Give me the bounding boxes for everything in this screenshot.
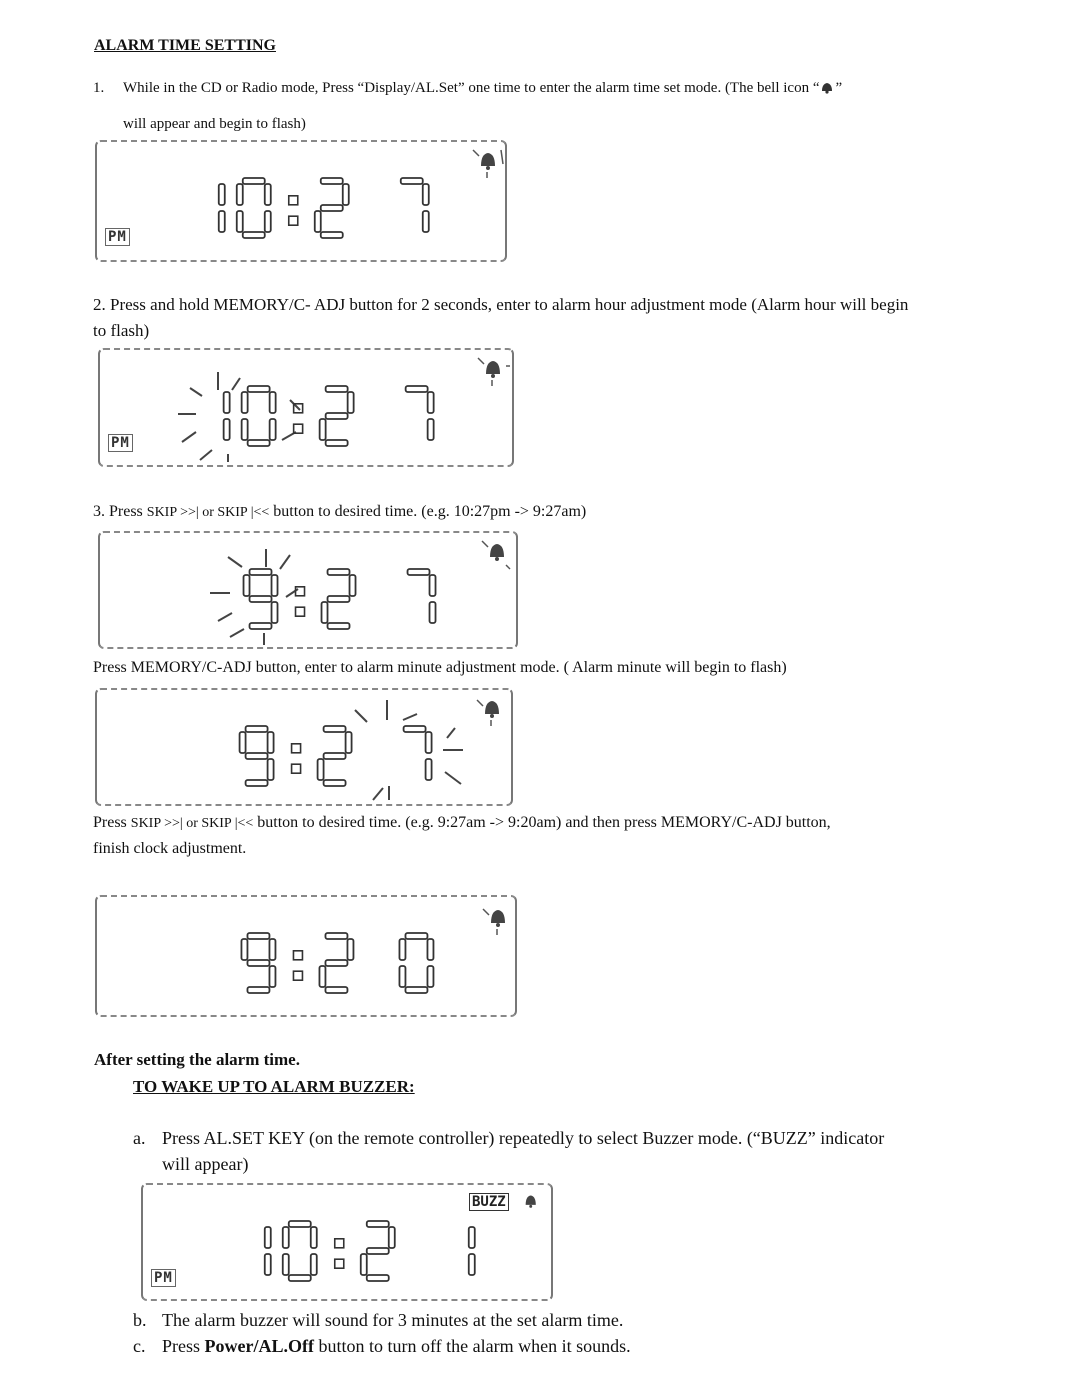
item-b-text: The alarm buzzer will sound for 3 minutes at the set alarm time.	[162, 1310, 624, 1330]
step3-prefix: 3. Press	[93, 503, 147, 520]
step5-line1	[93, 814, 831, 832]
step1-number: 1.	[93, 80, 105, 96]
time-digits	[97, 142, 505, 260]
lcd-digit-1	[224, 392, 230, 440]
colon-dot	[296, 587, 305, 596]
lcd-display-5	[95, 895, 517, 1017]
lcd-digit-0	[237, 178, 271, 238]
step1-text	[123, 70, 842, 106]
bell-inline-icon	[819, 72, 835, 86]
section-heading: ALARM TIME SETTING	[94, 37, 276, 54]
pm-indicator: PM	[108, 434, 133, 452]
step4-line: Press MEMORY/C-ADJ button, enter to alarm minute adjustment mode. ( Alarm minute will begin to flash)	[93, 659, 787, 676]
step1-text-a: While in the CD or Radio mode, Press “Display/AL.Set” one time to enter the alarm time set mode. (The bell icon “	[123, 80, 820, 96]
lcd-display-1	[95, 140, 507, 262]
step2-line2: to flash)	[93, 321, 150, 340]
lcd-digit-1	[469, 1227, 475, 1275]
item-a-label: a.	[133, 1128, 146, 1148]
item-c-post: button to turn off the alarm when it sounds.	[313, 1336, 631, 1356]
colon-dot	[296, 607, 305, 616]
time-digits	[97, 897, 515, 1015]
lcd-digit-9	[244, 569, 278, 629]
colon-dot	[294, 404, 303, 413]
lcd-digit-2	[318, 726, 352, 786]
time-digits	[97, 690, 511, 804]
buzz-indicator: BUZZ	[469, 1193, 509, 1211]
lcd-display-2	[98, 348, 514, 467]
colon-dot	[293, 971, 302, 980]
lcd-digit-0	[283, 1221, 317, 1281]
colon-dot	[292, 764, 301, 773]
lcd-display-6	[141, 1183, 553, 1301]
step5-skip: SKIP >>| or SKIP |<<	[130, 816, 254, 831]
after-setting-text: After setting the alarm time.	[94, 1050, 300, 1069]
item-a-line2: will appear)	[162, 1154, 249, 1174]
lcd-digit-2	[315, 178, 349, 238]
lcd-digit-2	[361, 1221, 395, 1281]
lcd-digit-1	[265, 1227, 271, 1275]
lcd-digit-2	[319, 933, 353, 993]
lcd-digit-2	[320, 386, 354, 446]
item-c-text	[162, 1336, 631, 1357]
lcd-digit-2	[322, 569, 356, 629]
step5-line2: finish clock adjustment.	[93, 840, 247, 857]
time-digits	[143, 1185, 551, 1299]
lcd-digit-7	[404, 726, 432, 780]
lcd-digit-0	[399, 933, 433, 993]
step3-line	[93, 503, 586, 521]
lcd-display-3	[98, 531, 518, 649]
colon-dot	[289, 216, 298, 225]
colon-dot	[289, 196, 298, 205]
step3-skip: SKIP >>| or SKIP |<<	[146, 505, 270, 520]
colon-dot	[292, 744, 301, 753]
lcd-digit-7	[401, 178, 429, 232]
time-digits	[100, 350, 512, 465]
item-c-pre: Press	[162, 1336, 205, 1356]
step5-suffix: button to desired time. (e.g. 9:27am -> 9:20am) and then press MEMORY/C-ADJ button,	[253, 814, 831, 831]
power-al-off-label: Power/AL.Off	[204, 1336, 314, 1356]
colon-dot	[293, 951, 302, 960]
item-b-label: b.	[133, 1310, 147, 1330]
lcd-digit-7	[406, 386, 434, 440]
pm-indicator: PM	[151, 1269, 176, 1287]
lcd-digit-9	[240, 726, 274, 786]
item-c-label: c.	[133, 1336, 146, 1356]
lcd-digit-1	[219, 184, 225, 232]
wake-heading: TO WAKE UP TO ALARM BUZZER:	[133, 1077, 415, 1096]
item-a-line1: Press AL.SET KEY (on the remote controller) repeatedly to select Buzzer mode. (“BUZZ” indicator	[162, 1128, 885, 1148]
lcd-digit-0	[242, 386, 276, 446]
lcd-digit-9	[241, 933, 275, 993]
colon-dot	[335, 1259, 344, 1268]
step2-line1: 2. Press and hold MEMORY/C- ADJ button for 2 seconds, enter to alarm hour adjustment mode (Alarm hour will begin	[93, 295, 909, 314]
time-digits	[100, 533, 516, 647]
lcd-display-4	[95, 688, 513, 806]
lcd-digit-7	[408, 569, 436, 623]
colon-dot	[335, 1239, 344, 1248]
step1-text-c: will appear and begin to flash)	[123, 116, 306, 132]
step1-text-b: ”	[835, 80, 843, 96]
step3-suffix: button to desired time. (e.g. 10:27pm -> 9:27am)	[269, 503, 587, 520]
colon-dot	[294, 424, 303, 433]
step5-prefix: Press	[93, 814, 131, 831]
pm-indicator: PM	[105, 228, 130, 246]
